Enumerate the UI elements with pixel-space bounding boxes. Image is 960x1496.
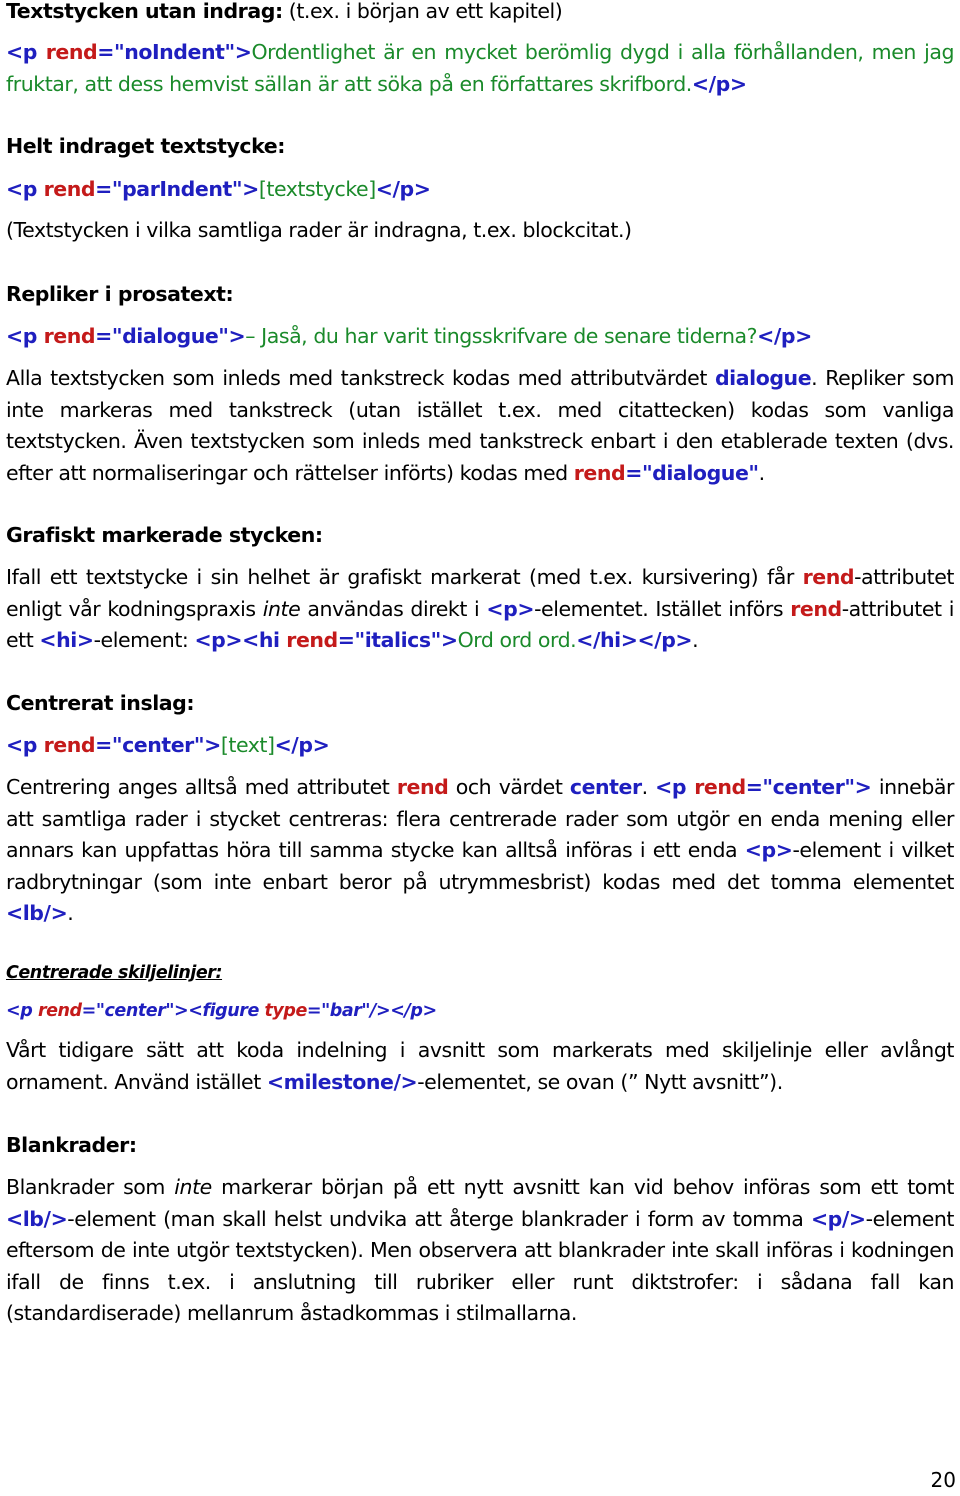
paragraph-centered-dividers [6,1035,954,1098]
text: Centrering anges alltså med attributet [6,775,397,799]
tag-open: <p [6,324,44,348]
text: Vårt tidigare sätt att koda indelning i avsnitt som markerats med skiljelinje eller avlångt ornament. Använd istället [6,1038,954,1094]
tag: <p [655,775,695,799]
emphasis: inte [262,596,301,621]
attr-name: rend [286,628,338,652]
text: -element (man skall helst undvika att återge blankrader i form av tomma [67,1206,811,1231]
text: -element: [93,628,195,652]
text: . [67,901,74,925]
example-text: Ord ord ord. [457,628,577,652]
text: -element i vilket radbrytningar (som inte enbart beror på utrymmesbrist) kodas med det tomma elementet [6,838,954,894]
attr-value: ="dialogue"> [95,324,246,348]
tag: <p> [744,838,793,862]
note-par-indent: (Textstycken i vilka samtliga rader är indragna, t.ex. blockcitat.) [6,218,632,242]
paragraph-dialogue [6,363,954,489]
heading-dialogue: Repliker i prosatext: [6,282,234,306]
text: innebär att samtliga rader i stycket centreras: flera centrerade rader som utgör en enda mening eller annars kan uppfattas höra till samma stycke kan alltså införas i ett enda [6,775,954,862]
attr-name: rend [43,324,96,348]
attr-name: rend [43,733,96,757]
tag-open: <p [6,40,46,64]
code-example-centered [6,730,954,762]
attr-value: center [569,775,642,799]
example-text: Ordentlighet är en mycket berömlig dygd i alla förhållanden, men jag fruktar, att dess hemvist sällan är att söka på en författares skrifbord. [6,40,955,96]
heading-blank-lines: Blankrader: [6,1133,137,1157]
text: Alla textstycken som inleds med tankstreck kodas med attributvärdet [6,366,715,390]
tag-close: </p> [691,71,747,96]
text: Blankrader som [6,1175,175,1199]
attr-value: ="noIndent"> [97,40,252,64]
heading-centered-dividers: Centrerade skiljelinjer: [6,963,223,983]
heading-centered: Centrerat inslag: [6,691,195,715]
example-text: [text] [220,733,275,757]
attr-name: rend [573,460,626,485]
tag: <p> [486,596,535,621]
text: -element eftersom de inte utgör textstycken). Men observera att blankrader inte skall införas i kodningen ifall de finns t.ex. i anslutning till rubriker eller runt diktstrofer: i sådana fall kan (standardiserade) mellanrum åstadkommas i stilmallarna. [6,1206,954,1325]
example-text: [textstycke] [258,177,376,201]
tag: <lb/> [6,901,68,925]
text: -attributet i ett [6,596,954,652]
attr-value: ="italics"> [337,628,458,652]
text: . [641,775,656,799]
attr-value: ="center"> [745,775,872,799]
example-text: – Jaså, du har varit tingsskrifvare de senare tiderna? [245,324,758,348]
tag: </hi></p> [576,628,693,652]
emphasis: inte [174,1175,212,1199]
heading-no-indent [6,0,954,28]
paragraph-centered [6,772,954,930]
attr-name: rend [45,40,98,64]
heading-bold: Textstycken utan indrag: [6,0,283,23]
page-number: 20 [930,1468,956,1492]
tag: <lb/> [6,1206,68,1231]
text: användas direkt i [300,596,487,621]
tag: <p/> [810,1206,866,1231]
attr-name: rend [396,775,449,799]
text: . Repliker som inte markeras med tankstreck (utan istället t.ex. med citattecken) kodas som vanliga textstycken. Även textstycken som inleds med tankstreck enbart i den etablerade texten (dvs. efter att normaliseringar och rättelser införts) kodas med [6,366,954,485]
attr-value: dialogue [714,366,812,390]
attr-name: rend [802,565,855,589]
text: -elementet, se ovan (” Nytt avsnitt”). [417,1069,783,1094]
attr-value: ="dialogue" [625,460,759,485]
code-example-centered-dividers [6,996,954,1028]
heading-par-indent: Helt indraget textstycke: [6,134,285,158]
tag: ="bar"/></p> [306,1001,437,1021]
text: Ifall ett textstycke i sin helhet är grafiskt markerat (med t.ex. kursivering) får [6,565,803,589]
text: . [758,460,765,485]
text: -attributet enligt vår kodningspraxis [6,565,954,621]
tag: <hi> [39,628,94,652]
attr-value: ="parIndent"> [95,177,259,201]
code-example-dialogue [6,321,954,353]
tag-open: <p [6,177,44,201]
text: och värdet [448,775,570,799]
attr-name: rend [790,596,842,621]
attr-value: ="center"> [95,733,221,757]
attr-name: rend [37,1001,82,1021]
tag-close: </p> [375,177,431,201]
heading-graphic-marked: Grafiskt markerade stycken: [6,523,323,547]
tag: <p><hi [194,628,287,652]
tag: <p [6,1001,38,1021]
tag-close: </p> [757,324,812,348]
tag: ="center"><figure [81,1001,265,1021]
paragraph-graphic-marked [6,562,954,657]
attr-name: type [264,1001,307,1021]
text: -elementet. Istället införs [534,596,791,621]
text: markerar början på ett nytt avsnitt kan vid behov införas som ett tomt [211,1175,954,1199]
attr-name: rend [43,177,96,201]
code-example-par-indent [6,174,954,206]
text: . [692,628,699,652]
attr-name: rend [694,775,746,799]
tag-open: <p [6,733,44,757]
tag-close: </p> [274,733,330,757]
heading-rest: (t.ex. i början av ett kapitel) [282,0,563,23]
tag: <milestone/> [266,1069,418,1094]
paragraph-blank-lines [6,1172,954,1330]
code-example-no-indent [6,37,954,100]
